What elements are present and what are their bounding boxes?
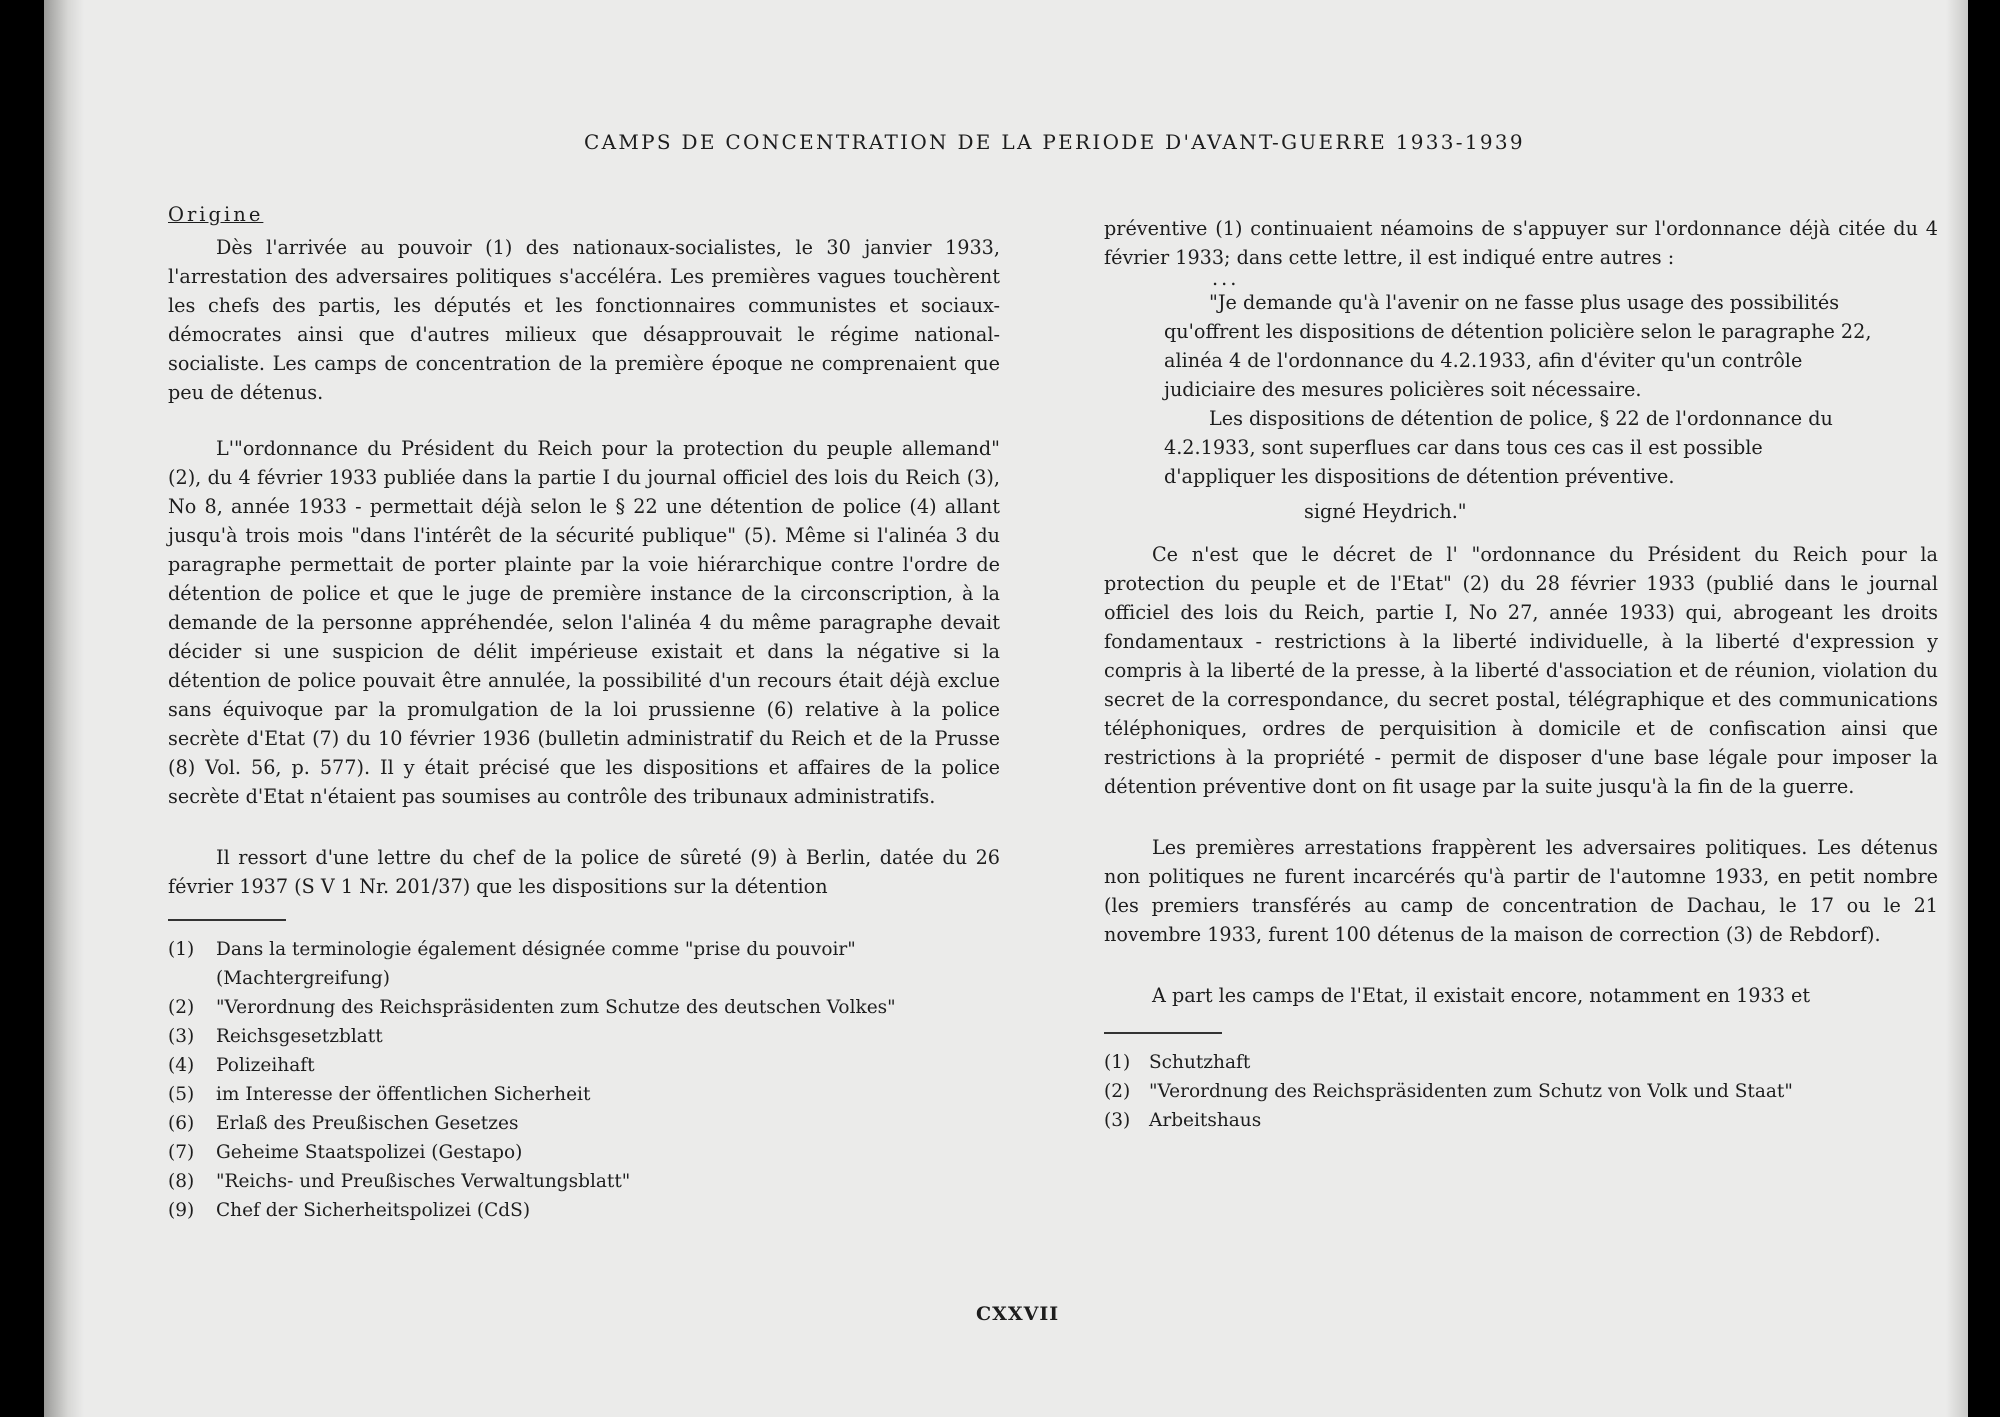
document-page [44, 0, 1968, 1417]
paragraph: L'"ordonnance du Président du Reich pour la protection du peuple allemand" (2), du 4 février 1933 publiée dans la partie I du journal officiel des lois du Reich (3), No 8, année 1933 - permettait déjà selon le § 22 une détention de police (4) allant jusqu'à trois mois "dans l'intérêt de la sécurité publique" (5). Même si l'alinéa 3 du paragraphe permettait de porter plainte par la voie hiérarchique contre l'ordre de détention de police et que le juge de première instance de la circonscription, à la demande de la personne appréhendée, selon l'alinéa 4 du même paragraphe devait décider si une suspicion de délit impérieuse existait et dans la négative si la détention de police pouvait être annulée, la possibilité d'un recours était déjà exclue sans équivoque par la promulgation de la loi prussienne (6) relative à la police secrète d'Etat (7) du 10 février 1936 (bulletin administratif du Reich et de la Prusse (8) Vol. 56, p. 577). Il y était précisé que les dispositions et affaires de la police secrète d'Etat n'étaient pas soumises au contrôle des tribunaux administratifs. [168, 437, 1000, 808]
page-number: CXXVII [976, 1303, 1060, 1325]
signature: signé Heydrich." [1304, 500, 1467, 523]
paragraph: A part les camps de l'Etat, il existait encore, notamment en 1933 et [1152, 984, 1811, 1007]
footnote-item: (6) Erlaß des Preußischen Gesetzes [168, 1113, 519, 1134]
page-edge [1946, 0, 1968, 1417]
quotation-text: Les dispositions de détention de police, § 22 de l'ordonnance du 4.2.1933, sont superflues car dans tous ces cas il est possible d'appliquer les dispositions de détention préventive. [1164, 407, 1833, 488]
footnotes-left [168, 935, 1000, 1225]
paragraph: Il ressort d'une lettre du chef de la police de sûreté (9) à Berlin, datée du 26 février 1937 (S V 1 Nr. 201/37) que les dispositions sur la détention [168, 846, 1000, 898]
footnote-divider [1104, 1032, 1222, 1034]
footnote-item: (5) im Interesse der öffentlichen Sicherheit [168, 1084, 591, 1105]
footnote-item: (3) Arbeitshaus [1104, 1110, 1262, 1131]
footnote-item: (3) Reichsgesetzblatt [168, 1026, 383, 1047]
paragraph: Dès l'arrivée au pouvoir (1) des nationaux-socialistes, le 30 janvier 1933, l'arrestation des adversaires politiques s'accéléra. Les premières vagues touchèrent les chefs des partis, les députés et les fonctionnaires communistes et sociaux-démocrates ainsi que d'autres milieux que désapprouvait le régime national-socialiste. Les camps de concentration de la première époque ne comprenaient que peu de détenus. [168, 236, 1000, 404]
footnote-item: (7) Geheime Staatspolizei (Gestapo) [168, 1142, 523, 1163]
ellipsis: ... [1212, 267, 1240, 290]
footnote-divider [168, 919, 286, 921]
paragraph: préventive (1) continuaient néamoins de s'appuyer sur l'ordonnance déjà citée du 4 février 1933; dans cette lettre, il est indiqué entre autres : [1104, 217, 1938, 269]
quotation-text: "Je demande qu'à l'avenir on ne fasse plus usage des possibilités qu'offrent les dispositions de détention policière selon le paragraphe 22, alinéa 4 de l'ordonnance du 4.2.1933, afin d'éviter qu'un contrôle judiciaire des mesures policières soit nécessaire. [1164, 291, 1872, 401]
paragraph: Ce n'est que le décret de l' "ordonnance du Président du Reich pour la protection du peuple et de l'Etat" (2) du 28 février 1933 (publié dans le journal officiel des lois du Reich, partie I, No 27, année 1933) qui, abrogeant les droits fondamentaux - restrictions à la liberté individuelle, à la liberté d'expression y compris à la liberté de la presse, à la liberté d'association et de réunion, violation du secret de la correspondance, du secret postal, télégraphique et des communications téléphoniques, ordres de perquisition à domicile et de confiscation ainsi que restrictions à la propriété - permit de disposer d'une base légale pour imposer la détention préventive dont on fit usage par la suite jusqu'à la fin de la guerre. [1104, 543, 1938, 798]
page-header: CAMPS DE CONCENTRATION DE LA PERIODE D'AVANT-GUERRE 1933-1939 [584, 130, 1525, 154]
footnote-item: (8) "Reichs- und Preußisches Verwaltungsblatt" [168, 1171, 631, 1192]
left-column [168, 200, 1000, 1225]
section-heading-origine: Origine [168, 203, 264, 226]
footnote-item: (9) Chef der Sicherheitspolizei (CdS) [168, 1200, 531, 1221]
footnote-item: (1) Dans la terminologie également désignée comme "prise du pouvoir" (Machtergreifung) [168, 939, 856, 989]
footnotes-right [1104, 1048, 1938, 1135]
paragraph: Les premières arrestations frappèrent les adversaires politiques. Les détenus non politiques ne furent incarcérés qu'à partir de l'automne 1933, en petit nombre (les premiers transférés au camp de concentration de Dachau, le 17 ou le 21 novembre 1933, furent 100 détenus de la maison de correction (3) de Rebdorf). [1104, 836, 1938, 946]
footnote-item: (4) Polizeihaft [168, 1055, 315, 1076]
footnote-item: (2) "Verordnung des Reichspräsidenten zum Schutz von Volk und Staat" [1104, 1081, 1793, 1102]
footnote-item: (1) Schutzhaft [1104, 1052, 1251, 1073]
binding-shadow [44, 0, 84, 1417]
quotation-block [1104, 288, 1872, 526]
footnote-item: (2) "Verordnung des Reichspräsidenten zum Schutze des deutschen Volkes" [168, 997, 896, 1018]
right-column [1104, 214, 1938, 1135]
